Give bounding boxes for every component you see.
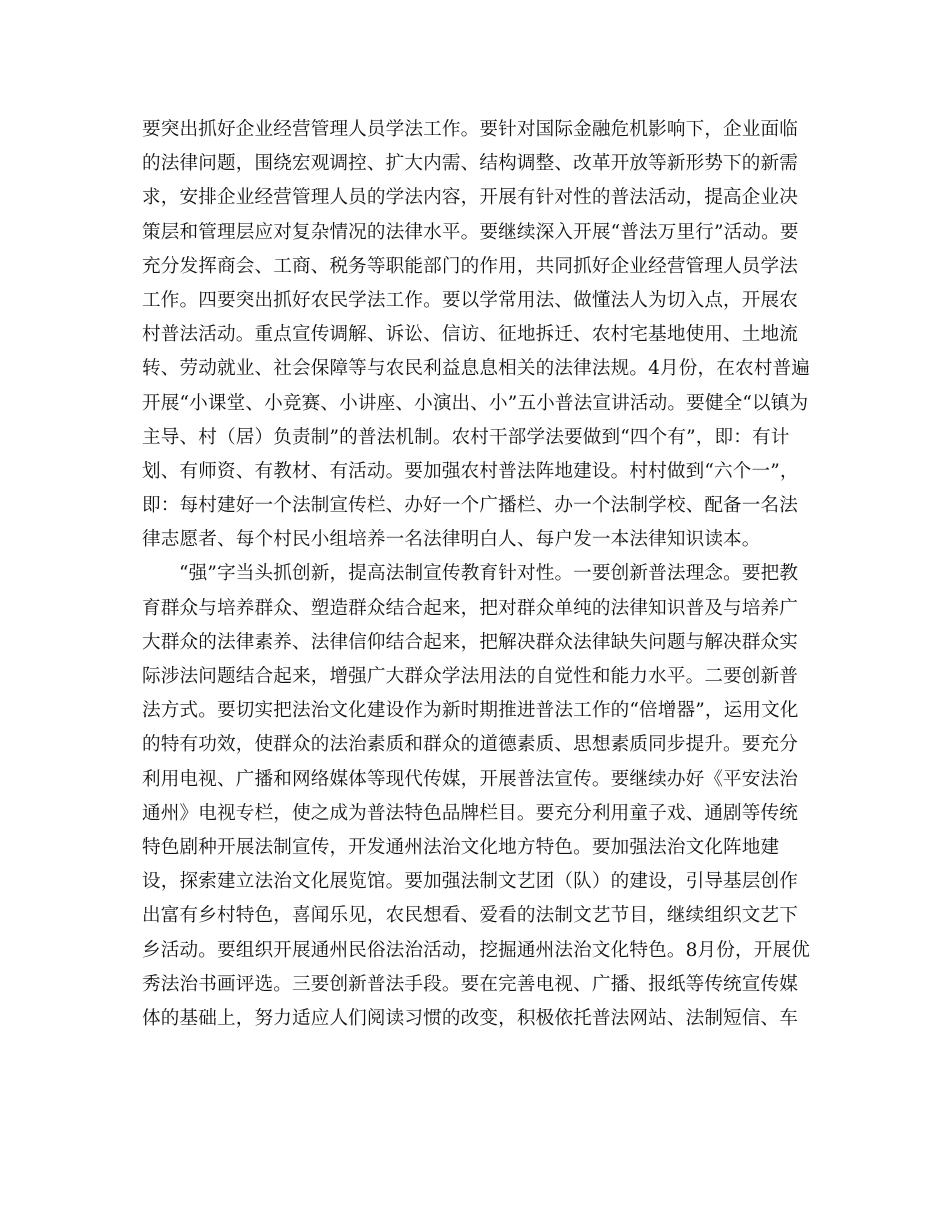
text-line: 通州》电视专栏，使之成为普法特色品牌栏目。要充分利用童子戏、通剧等传统 [142,802,799,824]
text-line: 秀法治书画评选。三要创新普法手段。要在完善电视、广播、报纸等传统宣传媒 [142,973,799,995]
text-line: 际涉法问题结合起来，增强广大群众学法用法的自觉性和能力水平。二要创新普 [142,666,799,687]
text-line: 育群众与培养群众、塑造群众结合起来，把对群众单纯的法律知识普及与培养广 [142,597,799,619]
body-text [142,113,812,1036]
text-line: 乡活动。要组织开展通州民俗法治活动，挖掘通州法治文化特色。8月份，开展优 [142,939,811,961]
text-line: 求，安排企业经营管理人员的学法内容，开展有针对性的普法活动，提高企业决 [142,187,799,209]
text-line: 律志愿者、每个村民小组培养一名法律明白人、每户发一本法律知识读本。 [142,529,761,551]
text-line: 特色剧种开展法制宣传，开发通州法治文化地方特色。要加强法治文化阵地建 [142,836,780,858]
text-line: 法方式。要切实把法治文化建设作为新时期推进普法工作的“倍增器”，运用文化 [142,700,799,722]
text-line: 要突出抓好企业经营管理人员学法工作。要针对国际金融危机影响下，企业面临 [142,119,799,140]
text-line: 出富有乡村特色，喜闻乐见，农民想看、爱看的法制文艺节目，继续组织文艺下 [142,905,799,927]
text-line: 划、有师资、有教材、有活动。要加强农村普法阵地建设。村村做到“六个一”， [142,460,799,482]
text-line: 开展“小课堂、小竞赛、小讲座、小演出、小”五小普法宣讲活动。要健全“以镇为 [142,392,809,414]
text-line: 设，探索建立法治文化展览馆。要加强法制文艺团（队）的建设，引导基层创作 [142,871,799,893]
text-line: 转、劳动就业、社会保障等与农民利益息息相关的法律法规。4月份，在农村普遍 [142,358,811,380]
text-line: 策层和管理层应对复杂情况的法律水平。要继续深入开展“普法万里行”活动。要 [142,221,799,243]
text-line: 利用电视、广播和网络媒体等现代传媒，开展普法宣传。要继续办好《平安法治 [142,768,799,790]
text-line: 的特有功效，使群众的法治素质和群众的道德素质、思想素质同步提升。要充分 [142,734,799,756]
paragraph-first-line: “强”字当头抓创新，提高法制宣传教育针对性。一要创新普法理念。要把教 [179,563,799,585]
text-line: 工作。四要突出抓好农民学法工作。要以学常用法、做懂法人为切入点，开展农 [142,289,799,311]
text-line: 即：每村建好一个法制宣传栏、办好一个广播栏、办一个法制学校、配备一名法 [142,495,799,517]
text-line: 主导、村（居）负责制”的普法机制。农村干部学法要做到“四个有”，即：有计 [142,426,790,448]
text-line: 体的基础上，努力适应人们阅读习惯的改变，积极依托普法网站、法制短信、车 [142,1007,799,1029]
text-line: 大群众的法律素养、法律信仰结合起来，把解决群众法律缺失问题与解决群众实 [142,631,799,653]
text-line: 充分发挥商会、工商、税务等职能部门的作用，共同抓好企业经营管理人员学法 [142,255,799,277]
text-line: 村普法活动。重点宣传调解、诉讼、信访、征地拆迁、农村宅基地使用、土地流 [142,324,799,346]
text-line: 的法律问题，围绕宏观调控、扩大内需、结构调整、改革开放等新形势下的新需 [142,153,799,175]
